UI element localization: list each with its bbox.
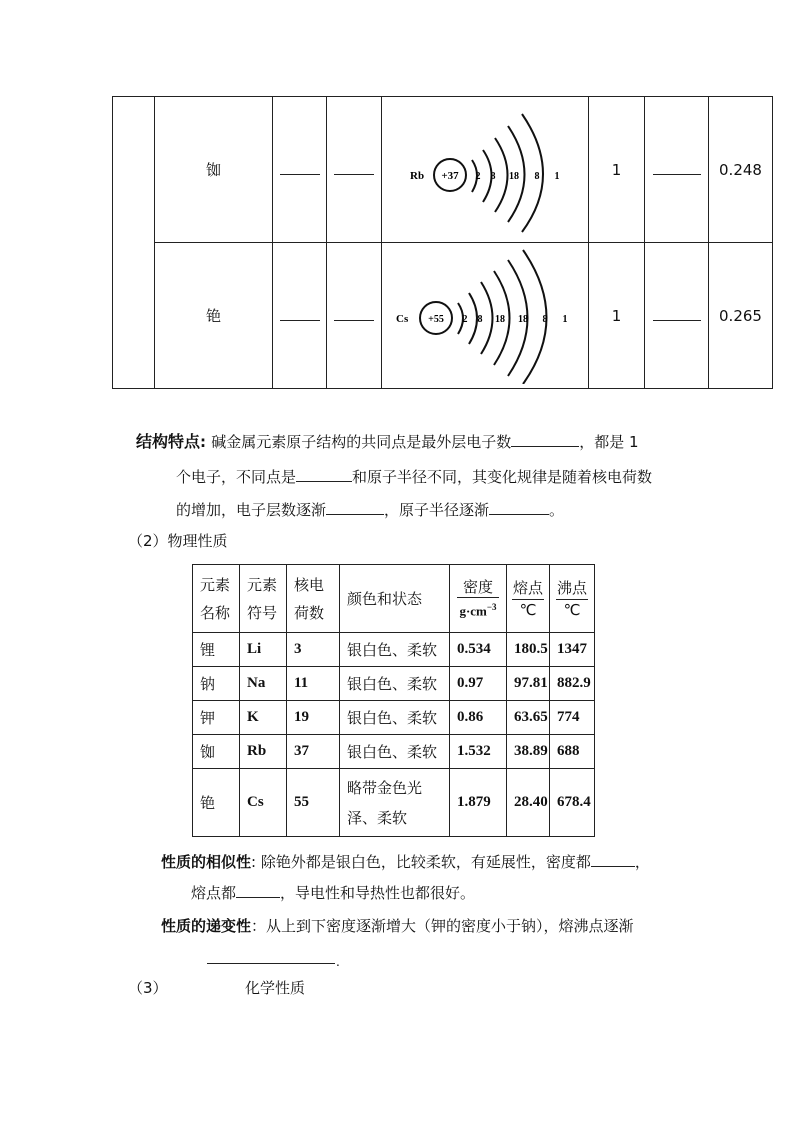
cell-density: 0.97 xyxy=(450,667,507,701)
gradation-end: . xyxy=(336,955,340,969)
shell-electron-count: 18 xyxy=(495,313,505,325)
electron-shell-arc xyxy=(495,138,508,212)
cell-melting: 38.89 xyxy=(507,735,550,769)
blank-cell xyxy=(645,243,709,389)
color-text: 泽、柔软 xyxy=(347,808,408,827)
structure-title: 结构特点 xyxy=(136,432,201,451)
shell-electron-count: 18 xyxy=(518,313,528,325)
table-row xyxy=(193,633,595,667)
cell-symbol: Na xyxy=(240,667,287,701)
element-symbol: Rb xyxy=(410,169,425,182)
blank-cell xyxy=(327,243,382,389)
blank-cell xyxy=(273,243,327,389)
element-name-cell: 铷 xyxy=(155,97,273,243)
structure-text: 。 xyxy=(549,501,565,519)
chemical-number: （3） xyxy=(128,979,168,997)
similarity-text: 熔点都 xyxy=(191,884,237,902)
density-unit xyxy=(450,598,506,620)
atomic-structure-table xyxy=(112,96,773,389)
similarity-title: 性质的相似性 xyxy=(161,853,252,871)
nucleus-charge: +55 xyxy=(428,313,444,325)
cell-symbol: K xyxy=(240,701,287,735)
cell-melting: 63.65 xyxy=(507,701,550,735)
electron-shell-arc xyxy=(469,293,477,344)
shell-electron-count: 8 xyxy=(477,313,483,325)
cell-melting: 97.81 xyxy=(507,667,550,701)
blank-cell xyxy=(327,97,382,243)
answer-blank xyxy=(296,467,352,482)
cell-melting: 28.40 xyxy=(507,769,550,837)
gradation-text: ：从上到下密度逐渐增大（钾的密度小于钠），熔沸点逐渐 xyxy=(251,917,634,935)
similarity-text: ，导电性和导热性也都很好。 xyxy=(280,884,476,902)
atom-structure-diagram xyxy=(382,243,589,389)
cell-charge: 3 xyxy=(287,633,340,667)
shell-electron-count: 8 xyxy=(542,313,548,325)
answer-blank xyxy=(207,963,335,964)
header-text: 元素 xyxy=(200,575,231,594)
shell-electron-count: 1 xyxy=(562,313,568,325)
shell-electron-count: 2 xyxy=(462,313,468,325)
table-row xyxy=(193,701,595,735)
outer-electron-cell: 1 xyxy=(589,243,645,389)
cell-melting: 180.5 xyxy=(507,633,550,667)
density-label: 密度 xyxy=(457,577,499,598)
celsius-unit: ℃ xyxy=(519,601,537,619)
element-name-cell: 铯 xyxy=(155,243,273,389)
blank-cell xyxy=(273,97,327,243)
nucleus-charge: +37 xyxy=(441,169,459,182)
structure-line-1: 结构特点: 碱金属元素原子结构的共同点是最外层电子数 ，都是 1 xyxy=(136,432,639,451)
answer-blank xyxy=(334,308,374,321)
cell-color: 银白色、柔软 xyxy=(340,735,450,769)
cell-density: 1.879 xyxy=(450,769,507,837)
cell-symbol: Rb xyxy=(240,735,287,769)
cs-electron-shell-diagram xyxy=(382,244,588,384)
melting-label: 熔点 xyxy=(512,577,544,600)
cell-charge: 19 xyxy=(287,701,340,735)
header-text: 核电 xyxy=(294,575,325,594)
cell-charge: 11 xyxy=(287,667,340,701)
answer-blank xyxy=(280,162,320,175)
cell-name: 钠 xyxy=(193,667,240,701)
chemical-heading: 化学性质 xyxy=(245,979,306,997)
answer-blank xyxy=(653,308,701,321)
header-charge xyxy=(287,565,340,633)
structure-text: 和原子半径不同，其变化规律是随着核电荷数 xyxy=(352,468,653,486)
header-boiling xyxy=(550,565,595,633)
cell-density: 0.86 xyxy=(450,701,507,735)
atom-structure-diagram xyxy=(382,97,589,243)
gradation-title: 性质的递变性 xyxy=(161,917,252,935)
color-text: 略带金色光 xyxy=(347,778,423,797)
similarity-text: ， xyxy=(634,853,650,871)
table-row xyxy=(113,243,773,389)
cell-name: 铯 xyxy=(193,769,240,837)
similarity-line-2 xyxy=(191,883,475,903)
cell-name: 铷 xyxy=(193,735,240,769)
cell-symbol: Cs xyxy=(240,769,287,837)
shell-electron-count: 2 xyxy=(475,170,481,182)
cell-boiling: 1347 xyxy=(550,633,595,667)
table-header-row xyxy=(193,565,595,633)
outer-electron-cell: 1 xyxy=(589,97,645,243)
celsius-unit: ℃ xyxy=(563,601,581,619)
cell-color: 银白色、柔软 xyxy=(340,701,450,735)
structure-text: 的增加，电子层数逐渐 xyxy=(176,501,327,519)
shell-electron-count: 1 xyxy=(554,170,560,182)
answer-blank xyxy=(511,432,579,447)
unit-exponent: −3 xyxy=(486,601,497,612)
cell-density: 1.532 xyxy=(450,735,507,769)
radius-cell: 0.265 xyxy=(709,243,773,389)
similarity-text: : 除铯外都是银白色，比较柔软，有延展性，密度都 xyxy=(251,853,591,871)
header-text: 符号 xyxy=(247,603,278,622)
answer-blank xyxy=(236,883,280,898)
header-melting xyxy=(507,565,550,633)
answer-blank xyxy=(326,500,384,515)
shell-electron-count: 8 xyxy=(534,170,540,182)
boiling-label: 沸点 xyxy=(556,577,588,600)
answer-blank xyxy=(653,162,701,175)
electron-shell-arc xyxy=(481,282,493,354)
header-name xyxy=(193,565,240,633)
cell-color: 银白色、柔软 xyxy=(340,633,450,667)
table-row xyxy=(193,735,595,769)
answer-blank xyxy=(489,500,549,515)
cell-boiling: 688 xyxy=(550,735,595,769)
gradation-line xyxy=(161,916,634,936)
similarity-line-1 xyxy=(161,852,650,872)
structure-text: 碱金属元素原子结构的共同点是最外层电子数 xyxy=(211,433,512,451)
cell-color: 银白色、柔软 xyxy=(340,667,450,701)
group-cell xyxy=(113,97,155,389)
header-text: 名称 xyxy=(200,603,231,622)
structure-text: ，都是 1 xyxy=(579,433,639,451)
structure-line-3 xyxy=(176,500,564,520)
cell-color xyxy=(340,769,450,837)
header-density xyxy=(450,565,507,633)
cell-boiling: 678.4 xyxy=(550,769,595,837)
physical-heading: （2）物理性质 xyxy=(128,532,228,550)
unit-text: g·cm xyxy=(459,603,487,619)
structure-text: ，原子半径逐渐 xyxy=(384,501,490,519)
answer-blank xyxy=(280,308,320,321)
cell-boiling: 774 xyxy=(550,701,595,735)
structure-text: 个电子，不同点是 xyxy=(176,468,297,486)
rb-electron-shell-diagram xyxy=(382,98,588,238)
cell-charge: 37 xyxy=(287,735,340,769)
cell-name: 钾 xyxy=(193,701,240,735)
physical-properties-table xyxy=(192,564,595,837)
radius-cell: 0.248 xyxy=(709,97,773,243)
structure-line-2 xyxy=(176,467,652,487)
blank-cell xyxy=(645,97,709,243)
cell-name: 锂 xyxy=(193,633,240,667)
header-color: 颜色和状态 xyxy=(340,565,450,633)
answer-blank xyxy=(591,852,635,867)
answer-blank xyxy=(334,162,374,175)
cell-charge: 55 xyxy=(287,769,340,837)
header-text: 元素 xyxy=(247,575,278,594)
header-text: 荷数 xyxy=(294,603,325,622)
cell-density: 0.534 xyxy=(450,633,507,667)
cell-symbol: Li xyxy=(240,633,287,667)
shell-electron-count: 18 xyxy=(509,170,519,182)
table-row xyxy=(193,769,595,837)
shell-electron-count: 8 xyxy=(490,170,496,182)
header-symbol xyxy=(240,565,287,633)
table-row xyxy=(113,97,773,243)
element-symbol: Cs xyxy=(396,312,409,325)
table-row xyxy=(193,667,595,701)
cell-boiling: 882.9 xyxy=(550,667,595,701)
